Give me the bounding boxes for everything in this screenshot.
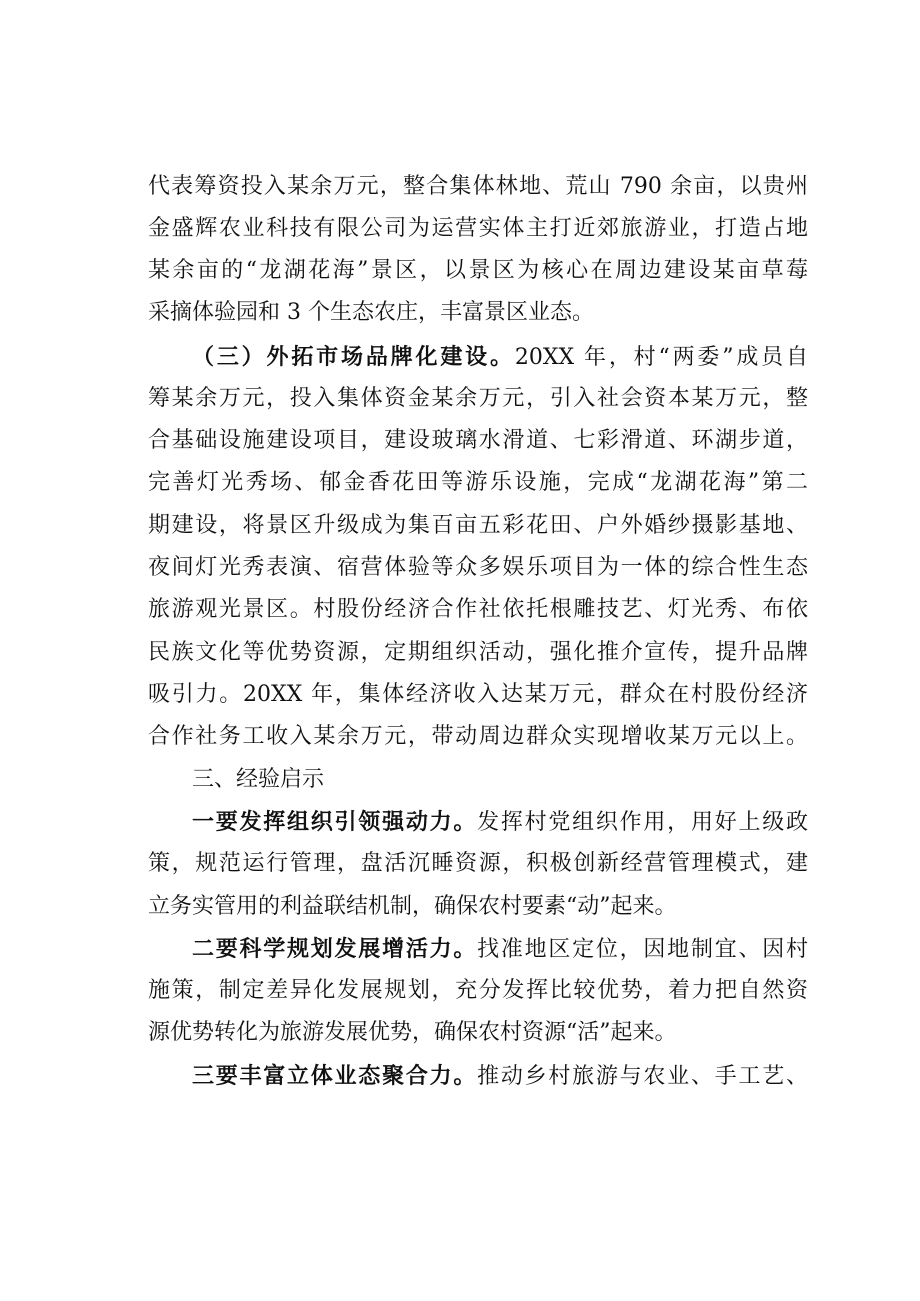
paragraph-5-line-1 [192,1061,808,1091]
paragraph-2-line-9: 吸引力。20XX 年，集体经济收入达某万元，群众在村股份经济 [148,682,808,707]
paragraph-1-line-4: 采摘体验园和 3 个生态农庄，丰富景区业态。 [148,300,594,325]
paragraph-3-line-1 [192,807,808,837]
paragraph-3-line-3: 立务实管用的利益联结机制，确保农村要素“动”起来。 [148,894,677,919]
paragraph-1-line-3: 某余亩的“龙湖花海”景区，以景区为核心在周边建设某亩草莓 [148,258,808,283]
paragraph-2-line-1 [192,342,808,372]
paragraph-2-first-line-rest: 20XX 年，村“两委”成员自 [514,345,808,370]
paragraph-1-line-1: 代表筹资投入某余万元，整合集体林地、荒山 790 余亩，以贵州 [148,174,808,199]
paragraph-4-first-line-rest: 找准地区定位，因地制宜、因村 [477,937,808,962]
section-heading: 三、经验启示 [192,767,325,792]
paragraph-4-line-2: 施策，制定差异化发展规划，充分发挥比较优势，着力把自然资 [148,978,808,1003]
paragraph-5-first-line-rest: 推动乡村旅游与农业、手工艺、 [477,1064,808,1089]
paragraph-2-lead-heading: （三）外拓市场品牌化建设。 [192,344,515,370]
paragraph-2-line-4: 完善灯光秀场、郁金香花田等游乐设施，完成“龙湖花海”第二 [148,470,808,495]
paragraph-2-line-6: 夜间灯光秀表演、宿营体验等众多娱乐项目为一体的综合性生态 [148,555,808,580]
paragraph-4-line-3: 源优势转化为旅游发展优势，确保农村资源“活”起来。 [148,1020,677,1045]
paragraph-2-line-3: 合基础设施建设项目，建设玻璃水滑道、七彩滑道、环湖步道， [148,428,808,453]
paragraph-4-lead-heading: 二要科学规划发展增活力。 [192,936,478,962]
paragraph-1-line-2: 金盛辉农业科技有限公司为运营实体主打近郊旅游业，打造占地 [148,216,808,241]
paragraph-2-line-8: 民族文化等优势资源，定期组织活动，强化推介宣传，提升品牌 [148,640,808,665]
paragraph-4-line-1 [192,934,808,964]
paragraph-2-line-7: 旅游观光景区。村股份经济合作社依托根雕技艺、灯光秀、布依 [148,597,808,622]
paragraph-2-line-5: 期建设，将景区升级成为集百亩五彩花田、户外婚纱摄影基地、 [148,513,808,538]
paragraph-3-line-2: 策，规范运行管理，盘活沉睡资源，积极创新经营管理模式，建 [148,851,808,876]
paragraph-2-line-2: 筹某余万元，投入集体资金某余万元，引入社会资本某万元，整 [148,386,808,411]
paragraph-5-lead-heading: 三要丰富立体业态聚合力。 [192,1063,478,1089]
paragraph-3-lead-heading: 一要发挥组织引领强动力。 [192,809,478,835]
paragraph-3-first-line-rest: 发挥村党组织作用，用好上级政 [477,810,808,835]
paragraph-2-line-10: 合作社务工收入某余万元，带动周边群众实现增收某万元以上。 [148,724,808,749]
